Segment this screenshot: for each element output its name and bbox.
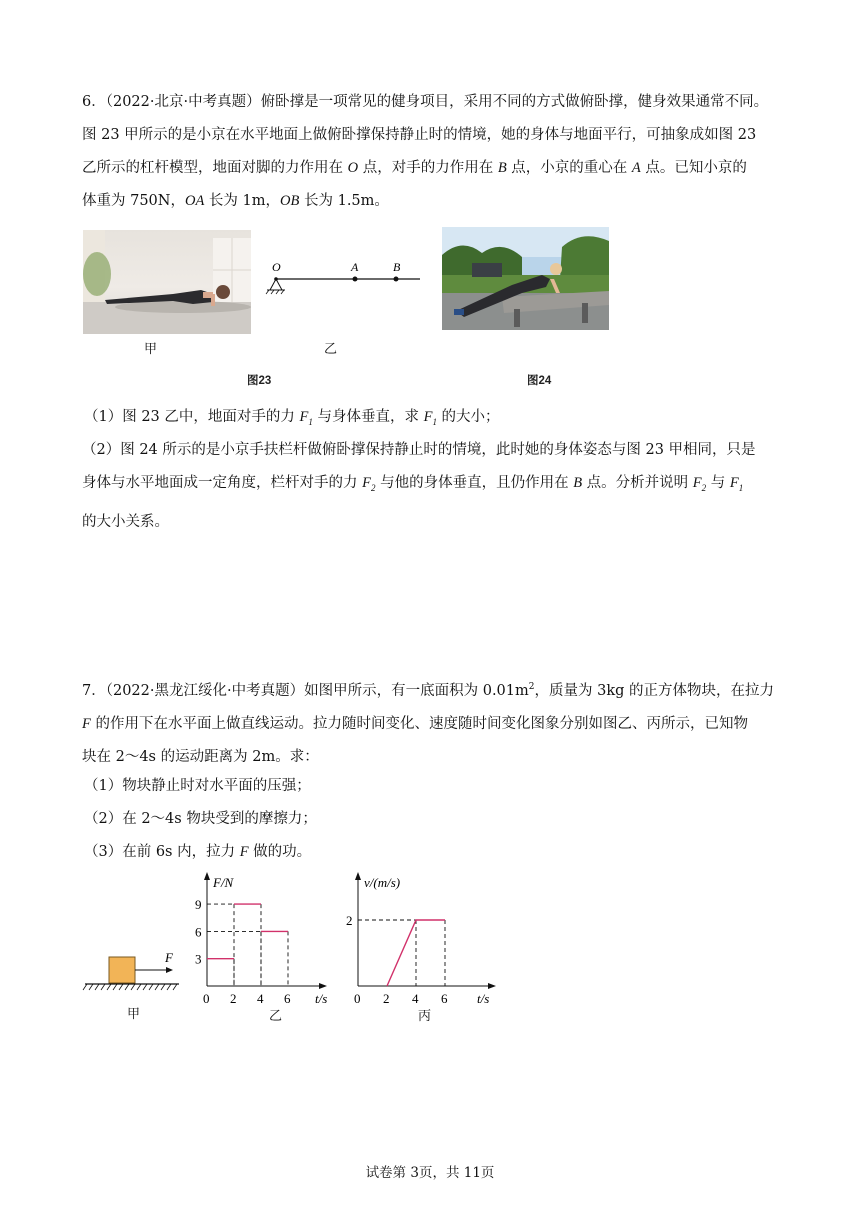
var: OA bbox=[184, 193, 205, 209]
stem-text: 长为 1.5m。 bbox=[299, 193, 389, 209]
y-tick-label: 9 bbox=[195, 897, 202, 913]
figure-label-yi: 乙 bbox=[324, 342, 338, 357]
stem-text: 点。已知小京的 bbox=[640, 160, 747, 176]
label-B: B bbox=[393, 260, 401, 274]
question-6-sub2: （2）图 24 所示的是小京手扶栏杆做俯卧撑保持静止时的情境，此时她的身体姿态与图 23 甲相同，只是 身体与水平地面成一定角度，栏杆对手的力 $F_2$ 与他的身体垂直，且仍作用在 B 点。分析并说明 $F_2$ 与 $F_1$ 的大小关系。 bbox=[82, 442, 756, 530]
y-axis-label: F/N bbox=[213, 875, 234, 890]
y-axis-label: v/(m/s) bbox=[364, 875, 401, 890]
var: O bbox=[347, 160, 359, 176]
figure-caption-23: 图23 bbox=[247, 375, 272, 387]
label-A: A bbox=[351, 260, 359, 274]
y-tick-label: 6 bbox=[195, 924, 202, 940]
question-number: 7． bbox=[82, 682, 106, 699]
figure-label-bing-7: 丙 bbox=[418, 1009, 432, 1024]
page-footer: 试卷第 3页，共 11页 bbox=[365, 1165, 495, 1181]
question-7-sub2: （2）在 2～4s 物块受到的摩擦力； bbox=[84, 811, 317, 827]
stem-text: 图 23 甲所示的是小京在水平地面上做俯卧撑保持静止时的情境，她的身体与地面平行，可抽象成如图 23 bbox=[82, 127, 757, 143]
stem-text: 点，小京的重心在 bbox=[506, 160, 632, 176]
stem-text: 体重为 750N， bbox=[82, 193, 185, 209]
point-A bbox=[353, 277, 358, 282]
force-time-chart bbox=[193, 870, 343, 1004]
var: OB bbox=[280, 193, 300, 209]
x-tick-label: 4 bbox=[257, 991, 264, 1004]
figure-label-jia: 甲 bbox=[144, 342, 158, 357]
point-B bbox=[394, 277, 399, 282]
question-7-sub3: （3）在前 6s 内，拉力 F 做的功。 bbox=[84, 844, 312, 860]
pushup-floor-illustration bbox=[83, 230, 251, 334]
stem-text: 乙所示的杠杆模型，地面对脚的力作用在 bbox=[82, 160, 348, 176]
var: B bbox=[497, 160, 507, 176]
figure-label-yi-7: 乙 bbox=[269, 1009, 283, 1024]
stem-text: 长为 1m， bbox=[204, 193, 281, 209]
question-number: 6． bbox=[82, 94, 106, 110]
x-tick-label: 0 bbox=[354, 991, 361, 1004]
question-6-stem bbox=[82, 90, 778, 213]
question-6-sub1: （1）图 23 乙中，地面对手的力 $F_1$ 与身体垂直，求 $F_1$ 的大小； bbox=[84, 409, 500, 427]
figure-caption-24: 图24 bbox=[527, 375, 552, 387]
y-tick-label: 2 bbox=[346, 913, 353, 928]
question-source: （2022·北京·中考真题） bbox=[105, 94, 261, 110]
ground-hatch bbox=[83, 984, 177, 990]
lever-model-diagram bbox=[262, 255, 424, 299]
x-tick-label: 6 bbox=[284, 991, 291, 1004]
pushup-bench-photo bbox=[442, 227, 609, 330]
pushup-bench-illustration bbox=[442, 227, 609, 330]
block-on-surface-diagram bbox=[82, 945, 182, 1000]
y-tick-label: 3 bbox=[195, 951, 202, 967]
var: A bbox=[631, 160, 641, 176]
x-tick-label: 0 bbox=[203, 991, 210, 1004]
stem-text: 俯卧撑是一项常见的健身项目，采用不同的方式做俯卧撑，健身效果通常不同。 bbox=[260, 94, 769, 110]
label-O: O bbox=[272, 260, 281, 274]
figure-label-jia-7: 甲 bbox=[127, 1007, 141, 1022]
x-tick-label: 2 bbox=[383, 991, 390, 1004]
stem-text: 点，对手的力作用在 bbox=[358, 160, 498, 176]
question-7-stem: 7．（2022·黑龙江绥化·中考真题）如图甲所示，有一底面积为 $0.01m^2$，质量为 3kg 的正方体物块，在拉力 F 的作用下在水平面上做直线运动。拉力随时间变化、速度随时间变化图象分别如图乙、丙所示，已知物 块在 2～4s 的运动距离为 2m。求： bbox=[82, 682, 775, 765]
x-tick-label: 6 bbox=[441, 991, 448, 1004]
x-tick-label: 2 bbox=[230, 991, 237, 1004]
x-axis-label: t/s bbox=[315, 991, 328, 1004]
pushup-floor-photo bbox=[83, 230, 251, 334]
question-7-sub1: （1）物块静止时对水平面的压强； bbox=[84, 778, 311, 794]
force-label: F bbox=[165, 950, 173, 965]
question-source: （2022·黑龙江绥化·中考真题） bbox=[105, 682, 305, 699]
x-axis-label: t/s bbox=[477, 991, 490, 1004]
x-tick-label: 4 bbox=[412, 991, 419, 1004]
cube-block bbox=[109, 957, 135, 983]
velocity-time-chart bbox=[344, 870, 504, 1004]
